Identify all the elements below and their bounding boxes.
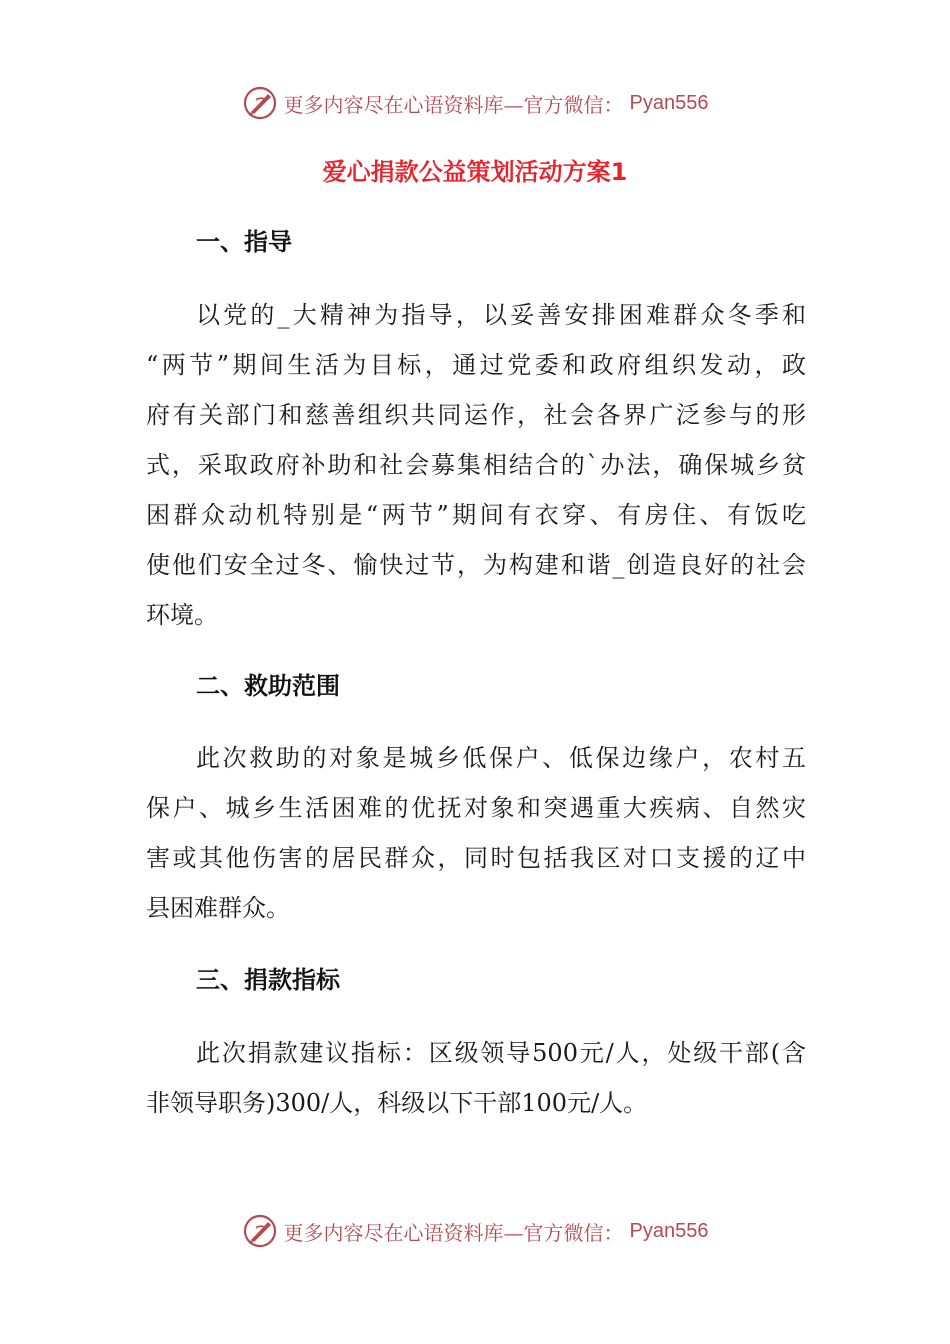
watermark-wechat-id: Pyan556 [629,91,709,114]
section-body-scope [146,733,806,933]
paragraph-line: “两节”期间生活为目标，通过党委和政府组织发动，政 [146,351,806,379]
paragraph-line: 以党的_大精神为指导，以妥善安排困难群众冬季和 [196,301,806,329]
section-heading-scope: 二、救助范围 [196,672,340,700]
paragraph-line: 式，采取政府补助和社会募集相结合的`办法，确保城乡贫 [146,451,806,479]
watermark-footer [0,1212,950,1250]
paragraph-line: 困群众动机特别是“两节”期间有衣穿、有房住、有饭吃 [146,501,806,529]
section-body-targets [146,1028,806,1128]
paragraph-line: 此次救助的对象是城乡低保户、低保边缘户，农村五 [196,744,806,772]
section-heading-guidance: 一、指导 [196,228,292,256]
quill-logo-icon [242,85,278,121]
watermark-header [0,84,950,122]
watermark-wechat-id: Pyan556 [629,1219,709,1242]
section-body-guidance [146,290,806,640]
paragraph-line: 使他们安全过冬、愉快过节，为构建和谐_创造良好的社会 [146,551,806,579]
document-title: 爱心捐款公益策划活动方案1 [322,158,628,186]
paragraph-line: 县困难群众。 [146,894,290,922]
paragraph-line: 府有关部门和慈善组织共同运作，社会各界广泛参与的形 [146,401,806,429]
watermark-text: 更多内容尽在心语资料库—官方微信： [283,92,624,117]
paragraph-line: 保户、城乡生活困难的优抚对象和突遇重大疾病、自然灾 [146,794,806,822]
quill-logo-icon [242,1213,278,1249]
section-heading-targets: 三、捐款指标 [196,966,340,994]
paragraph-line: 害或其他伤害的居民群众，同时包括我区对口支援的辽中 [146,844,806,872]
paragraph-line: 此次捐款建议指标：区级领导500元/人，处级干部(含 [196,1039,806,1067]
watermark-text: 更多内容尽在心语资料库—官方微信： [283,1220,624,1245]
paragraph-line: 非领导职务)300/人，科级以下干部100元/人。 [146,1089,648,1117]
paragraph-line: 环境。 [146,601,218,629]
